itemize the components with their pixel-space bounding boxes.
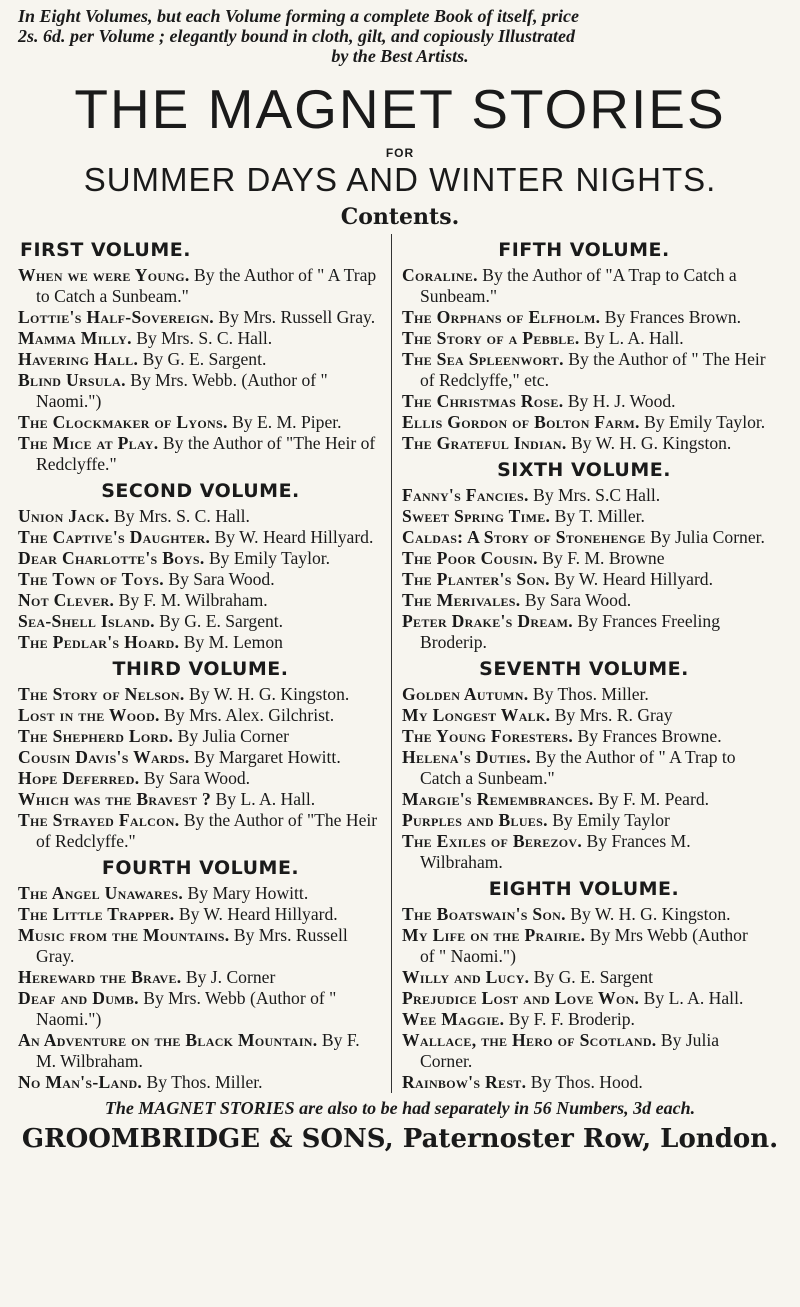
story-entry xyxy=(18,883,383,904)
story-author: By Mrs. Webb (Author of " Naomi.") xyxy=(36,988,337,1029)
story-author: By Emily Taylor. xyxy=(208,548,331,568)
story-entry xyxy=(402,328,766,349)
story-entry xyxy=(18,726,383,747)
story-title: Wee Maggie. xyxy=(402,1009,505,1029)
story-entry xyxy=(402,967,766,988)
story-entry xyxy=(402,747,766,789)
volume-heading: SIXTH VOLUME. xyxy=(497,459,671,481)
story-entry xyxy=(402,611,766,653)
story-author: By Thos. Hood. xyxy=(530,1072,643,1092)
story-author: By Frances M. Wilbraham. xyxy=(420,831,691,872)
intro-line-3: by the Best Artists. xyxy=(331,46,469,66)
story-author: By F. M. Peard. xyxy=(598,789,710,809)
story-title: Dear Charlotte's Boys. xyxy=(18,548,205,568)
story-entry xyxy=(402,391,766,412)
story-author: By E. M. Piper. xyxy=(232,412,342,432)
story-title: The Mice at Play. xyxy=(18,433,159,453)
publisher-imprint: GROOMBRIDGE & SONS, Paternoster Row, London. xyxy=(21,1124,779,1154)
story-title: Fanny's Fancies. xyxy=(402,485,529,505)
story-title: The Merivales. xyxy=(402,590,521,610)
story-title: The Shepherd Lord. xyxy=(18,726,174,746)
story-author: By the Author of " A Trap to Catch a Sunbeam." xyxy=(36,265,377,306)
story-entry xyxy=(18,611,383,632)
story-author: By F. F. Broderip. xyxy=(508,1009,635,1029)
volume-heading: SEVENTH VOLUME. xyxy=(479,658,689,680)
story-title: Hereward the Brave. xyxy=(18,967,182,987)
story-entry xyxy=(402,726,766,747)
page-title: THE MAGNET STORIES xyxy=(74,78,726,140)
story-entry xyxy=(18,370,383,412)
story-entry xyxy=(18,768,383,789)
story-entry xyxy=(18,548,383,569)
story-author: By W. H. G. Kingston. xyxy=(570,904,731,924)
story-author: By Mrs. Russell Gray. xyxy=(218,307,376,327)
story-title: The Sea Spleenwort. xyxy=(402,349,564,369)
story-author: By Mrs. S. C. Hall. xyxy=(136,328,273,348)
story-author: By T. Miller. xyxy=(554,506,645,526)
story-author: By Mrs. Alex. Gilchrist. xyxy=(164,705,335,725)
story-author: By Sara Wood. xyxy=(524,590,632,610)
story-author: By Mary Howitt. xyxy=(187,883,309,903)
volume-heading: FIRST VOLUME. xyxy=(20,239,191,261)
story-title: Margie's Remembrances. xyxy=(402,789,594,809)
volume-heading: THIRD VOLUME. xyxy=(112,658,289,680)
volume-heading: FIFTH VOLUME. xyxy=(498,239,670,261)
story-entry xyxy=(402,569,766,590)
story-author: By L. A. Hall. xyxy=(583,328,684,348)
story-entry xyxy=(18,810,383,852)
story-entry xyxy=(402,506,766,527)
story-entry xyxy=(18,1072,383,1093)
story-entry xyxy=(402,1030,766,1072)
story-title: The Pedlar's Hoard. xyxy=(18,632,180,652)
story-entry xyxy=(402,925,766,967)
story-title: The Captive's Daughter. xyxy=(18,527,211,547)
story-title: The Little Trapper. xyxy=(18,904,175,924)
story-entry xyxy=(402,590,766,611)
story-entry xyxy=(18,684,383,705)
story-entry xyxy=(402,1072,766,1093)
story-author: By Margaret Howitt. xyxy=(193,747,341,767)
story-title: My Longest Walk. xyxy=(402,705,551,725)
story-author: By W. Heard Hillyard. xyxy=(214,527,374,547)
right-column xyxy=(392,234,766,1093)
story-title: The Story of Nelson. xyxy=(18,684,185,704)
story-entry xyxy=(402,684,766,705)
story-author: By Mrs Webb (Author of " Naomi.") xyxy=(420,925,748,966)
story-title: Golden Autumn. xyxy=(402,684,529,704)
story-author: By M. Lemon xyxy=(183,632,283,652)
story-title: Purples and Blues. xyxy=(402,810,548,830)
story-title: The Strayed Falcon. xyxy=(18,810,180,830)
story-title: Wallace, the Hero of Scotland. xyxy=(402,1030,657,1050)
story-title: The Exiles of Berezov. xyxy=(402,831,583,851)
story-author: By W. Heard Hillyard. xyxy=(178,904,338,924)
contents-heading: Contents. xyxy=(340,204,460,230)
story-entry xyxy=(18,265,383,307)
story-author: By Thos. Miller. xyxy=(146,1072,263,1092)
story-author: By Thos. Miller. xyxy=(532,684,649,704)
intro-text xyxy=(18,6,782,66)
story-entry xyxy=(18,433,383,475)
story-author: By J. Corner xyxy=(185,967,276,987)
story-title: When we were Young. xyxy=(18,265,190,285)
story-title: Blind Ursula. xyxy=(18,370,126,390)
story-entry xyxy=(402,307,766,328)
story-title: The Poor Cousin. xyxy=(402,548,538,568)
story-author: By the Author of "A Trap to Catch a Sunbeam." xyxy=(420,265,737,306)
story-title: Lottie's Half-Sovereign. xyxy=(18,307,214,327)
left-column xyxy=(18,234,392,1093)
footnote: The MAGNET STORIES are also to be had separately in 56 Numbers, 3d each. xyxy=(104,1098,696,1118)
story-entry xyxy=(18,904,383,925)
story-entry xyxy=(402,988,766,1009)
story-author: By Frances Freeling Broderip. xyxy=(420,611,721,652)
story-title: An Adventure on the Black Mountain. xyxy=(18,1030,318,1050)
story-author: By Mrs. Russell Gray. xyxy=(36,925,348,966)
story-entry xyxy=(402,789,766,810)
story-entry xyxy=(402,831,766,873)
story-entry xyxy=(18,349,383,370)
story-title: Sweet Spring Time. xyxy=(402,506,551,526)
story-entry xyxy=(18,967,383,988)
story-entry xyxy=(18,527,383,548)
page-subtitle: SUMMER DAYS AND WINTER NIGHTS. xyxy=(83,161,717,198)
story-title: Mamma Milly. xyxy=(18,328,132,348)
volume-heading: FOURTH VOLUME. xyxy=(101,857,300,879)
story-title: No Man's-Land. xyxy=(18,1072,143,1092)
intro-line-1: In Eight Volumes, but each Volume forming a complete Book of itself, price xyxy=(18,6,580,26)
story-title: Not Clever. xyxy=(18,590,115,610)
story-author: By Julia Corner. xyxy=(420,1030,720,1071)
story-entry xyxy=(402,527,766,548)
story-author: By W. H. G. Kingston. xyxy=(571,433,732,453)
story-entry xyxy=(18,789,383,810)
intro-line-2: 2s. 6d. per Volume ; elegantly bound in cloth, gilt, and copiously Illustrated xyxy=(18,26,576,46)
story-title: Lost in the Wood. xyxy=(18,705,160,725)
story-author: By Julia Corner xyxy=(177,726,290,746)
story-title: The Angel Unawares. xyxy=(18,883,184,903)
story-entry xyxy=(18,307,383,328)
story-author: By the Author of " The Heir of Redclyffe," etc. xyxy=(420,349,766,390)
story-entry xyxy=(402,1009,766,1030)
story-entry xyxy=(402,412,766,433)
story-title: Which was the Bravest ? xyxy=(18,789,212,809)
story-author: By Sara Wood. xyxy=(143,768,251,788)
story-author: By G. E. Sargent. xyxy=(159,611,284,631)
story-title: Coraline. xyxy=(402,265,478,285)
story-author: By F. M. Wilbraham. xyxy=(36,1030,360,1071)
contents-columns xyxy=(18,234,782,1093)
story-author: By Mrs. S. C. Hall. xyxy=(114,506,250,526)
story-entry xyxy=(18,590,383,611)
story-author: By F. M. Wilbraham. xyxy=(118,590,268,610)
story-title: Music from the Mountains. xyxy=(18,925,230,945)
story-title: Deaf and Dumb. xyxy=(18,988,139,1008)
story-title: Rainbow's Rest. xyxy=(402,1072,527,1092)
story-title: Union Jack. xyxy=(18,506,110,526)
story-author: By Julia Corner. xyxy=(650,527,765,547)
story-author: By the Author of " A Trap to Catch a Sunbeam." xyxy=(420,747,736,788)
story-entry xyxy=(402,349,766,391)
story-title: The Young Foresters. xyxy=(402,726,574,746)
story-author: By L. A. Hall. xyxy=(643,988,744,1008)
story-author: By H. J. Wood. xyxy=(567,391,676,411)
story-author: By L. A. Hall. xyxy=(215,789,316,809)
story-title: Ellis Gordon of Bolton Farm. xyxy=(402,412,640,432)
story-entry xyxy=(402,265,766,307)
story-author: By Frances Browne. xyxy=(577,726,722,746)
for-label: FOR xyxy=(385,146,415,160)
story-title: Havering Hall. xyxy=(18,349,139,369)
story-entry xyxy=(402,433,766,454)
story-entry xyxy=(18,506,383,527)
story-title: Peter Drake's Dream. xyxy=(402,611,573,631)
story-entry xyxy=(18,705,383,726)
story-author: By W. H. G. Kingston. xyxy=(188,684,350,704)
story-title: My Life on the Prairie. xyxy=(402,925,586,945)
story-author: By the Author of "The Heir of Redclyffe." xyxy=(36,433,376,474)
volume-heading: SECOND VOLUME. xyxy=(101,480,300,502)
story-title: The Planter's Son. xyxy=(402,569,550,589)
story-entry xyxy=(18,412,383,433)
story-author: By W. Heard Hillyard. xyxy=(554,569,713,589)
story-title: Hope Deferred. xyxy=(18,768,140,788)
volume-heading: EIGHTH VOLUME. xyxy=(488,878,680,900)
story-title: Prejudice Lost and Love Won. xyxy=(402,988,640,1008)
story-author: By Frances Brown. xyxy=(604,307,742,327)
story-title: The Grateful Indian. xyxy=(402,433,567,453)
story-entry xyxy=(402,904,766,925)
story-title: Willy and Lucy. xyxy=(402,967,530,987)
story-entry xyxy=(18,747,383,768)
story-entry xyxy=(402,810,766,831)
story-title: Cousin Davis's Wards. xyxy=(18,747,190,767)
story-title: The Story of a Pebble. xyxy=(402,328,580,348)
story-author: By F. M. Browne xyxy=(542,548,665,568)
story-title: The Christmas Rose. xyxy=(402,391,564,411)
story-title: The Town of Toys. xyxy=(18,569,164,589)
story-author: By Mrs. R. Gray xyxy=(554,705,673,725)
story-entry xyxy=(18,632,383,653)
story-author: By Mrs. Webb. (Author of " Naomi.") xyxy=(36,370,328,411)
story-entry xyxy=(18,328,383,349)
story-title: Helena's Duties. xyxy=(402,747,531,767)
story-entry xyxy=(18,925,383,967)
story-entry xyxy=(402,705,766,726)
story-author: By the Author of "The Heir of Redclyffe." xyxy=(36,810,378,851)
story-author: By Sara Wood. xyxy=(168,569,275,589)
story-title: The Boatswain's Son. xyxy=(402,904,566,924)
story-entry xyxy=(402,548,766,569)
story-author: By Emily Taylor xyxy=(552,810,670,830)
story-entry xyxy=(402,485,766,506)
story-title: Caldas: A Story of Stonehenge xyxy=(402,527,646,547)
story-author: By G. E. Sargent. xyxy=(142,349,267,369)
story-title: The Orphans of Elfholm. xyxy=(402,307,601,327)
story-author: By Emily Taylor. xyxy=(644,412,766,432)
story-entry xyxy=(18,1030,383,1072)
story-title: The Clockmaker of Lyons. xyxy=(18,412,228,432)
story-title: Sea-Shell Island. xyxy=(18,611,155,631)
story-author: By Mrs. S.C Hall. xyxy=(533,485,661,505)
story-author: By G. E. Sargent xyxy=(533,967,654,987)
story-entry xyxy=(18,569,383,590)
story-entry xyxy=(18,988,383,1030)
